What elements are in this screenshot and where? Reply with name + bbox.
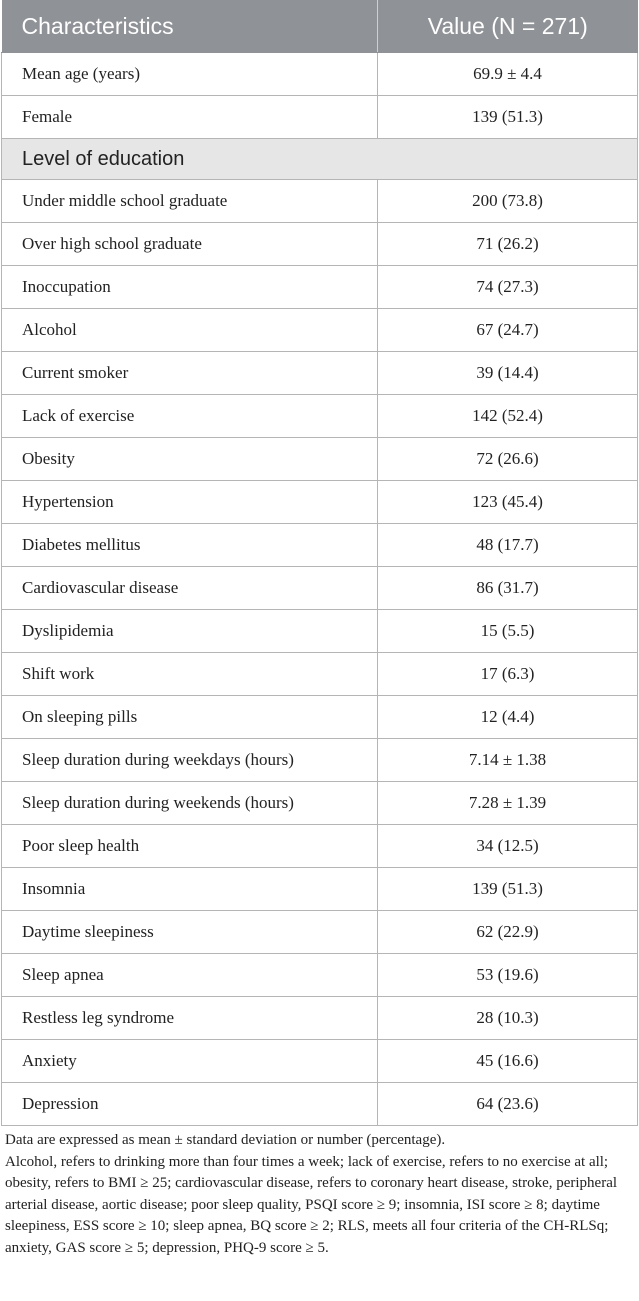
row-value: 71 (26.2) [378, 223, 638, 266]
row-value: 139 (51.3) [378, 868, 638, 911]
row-label: Poor sleep health [2, 825, 378, 868]
row-label: Diabetes mellitus [2, 524, 378, 567]
row-label: Cardiovascular disease [2, 567, 378, 610]
row-label: Lack of exercise [2, 395, 378, 438]
row-value: 142 (52.4) [378, 395, 638, 438]
table-row [2, 481, 638, 524]
row-value: 39 (14.4) [378, 352, 638, 395]
row-value: 48 (17.7) [378, 524, 638, 567]
table-row [2, 180, 638, 223]
header-value: Value (N = 271) [378, 0, 638, 53]
table-row [2, 1083, 638, 1126]
row-value: 74 (27.3) [378, 266, 638, 309]
row-value: 28 (10.3) [378, 997, 638, 1040]
table-row [2, 696, 638, 739]
row-value: 17 (6.3) [378, 653, 638, 696]
table-row [2, 954, 638, 997]
table-row [2, 610, 638, 653]
row-label: Shift work [2, 653, 378, 696]
header-characteristics: Characteristics [2, 0, 378, 53]
table-row [2, 739, 638, 782]
section-row-education [2, 139, 638, 180]
row-label: Restless leg syndrome [2, 997, 378, 1040]
row-label: Over high school graduate [2, 223, 378, 266]
footnote-1: Data are expressed as mean ± standard deviation or number (percentage). [5, 1132, 446, 1148]
row-label: Mean age (years) [2, 53, 378, 96]
characteristics-table [1, 0, 638, 1126]
row-value: 139 (51.3) [378, 96, 638, 139]
row-label: Anxiety [2, 1040, 378, 1083]
row-value: 45 (16.6) [378, 1040, 638, 1083]
table-row [2, 997, 638, 1040]
row-label: Dyslipidemia [2, 610, 378, 653]
row-label: Sleep duration during weekdays (hours) [2, 739, 378, 782]
table-row [2, 352, 638, 395]
row-value: 123 (45.4) [378, 481, 638, 524]
row-value: 34 (12.5) [378, 825, 638, 868]
table-row [2, 395, 638, 438]
row-value: 69.9 ± 4.4 [378, 53, 638, 96]
table-footnotes [1, 1126, 637, 1259]
row-value: 15 (5.5) [378, 610, 638, 653]
row-value: 86 (31.7) [378, 567, 638, 610]
row-label: Alcohol [2, 309, 378, 352]
table-container [1, 0, 637, 1259]
table-row [2, 782, 638, 825]
row-label: Depression [2, 1083, 378, 1126]
row-value: 200 (73.8) [378, 180, 638, 223]
row-label: Under middle school graduate [2, 180, 378, 223]
row-value: 7.28 ± 1.39 [378, 782, 638, 825]
table-row [2, 653, 638, 696]
table-row [2, 266, 638, 309]
row-label: Insomnia [2, 868, 378, 911]
row-value: 72 (26.6) [378, 438, 638, 481]
row-value: 12 (4.4) [378, 696, 638, 739]
row-label: Sleep apnea [2, 954, 378, 997]
row-value: 67 (24.7) [378, 309, 638, 352]
table-row [2, 567, 638, 610]
section-label: Level of education [2, 139, 638, 180]
table-row [2, 53, 638, 96]
row-label: Sleep duration during weekends (hours) [2, 782, 378, 825]
row-label: Hypertension [2, 481, 378, 524]
footnote-2: Alcohol, refers to drinking more than four times a week; lack of exercise, refers to no exercise at all; obesity, refers to BMI ≥ 25; cardiovascular disease, refers to coronary heart disease, stroke, peripheral arterial disease, aortic disease; poor sleep quality, PSQI score ≥ 9; insomnia, ISI score ≥ 8; daytime sleepiness, ESS score ≥ 10; sleep apnea, BQ score ≥ 2; RLS, meets all four criteria of the CH-RLSq; anxiety, GAS score ≥ 5; depression, PHQ-9 score ≥ 5. [5, 1153, 618, 1256]
table-row [2, 438, 638, 481]
table-row [2, 96, 638, 139]
table-row [2, 524, 638, 567]
row-label: Obesity [2, 438, 378, 481]
row-value: 53 (19.6) [378, 954, 638, 997]
table-row [2, 309, 638, 352]
row-value: 64 (23.6) [378, 1083, 638, 1126]
row-label: Female [2, 96, 378, 139]
table-header-row [2, 0, 638, 53]
row-label: Current smoker [2, 352, 378, 395]
table-row [2, 911, 638, 954]
table-row [2, 223, 638, 266]
table-row [2, 1040, 638, 1083]
table-row [2, 825, 638, 868]
row-value: 7.14 ± 1.38 [378, 739, 638, 782]
row-label: Daytime sleepiness [2, 911, 378, 954]
table-row [2, 868, 638, 911]
row-value: 62 (22.9) [378, 911, 638, 954]
row-label: Inoccupation [2, 266, 378, 309]
row-label: On sleeping pills [2, 696, 378, 739]
